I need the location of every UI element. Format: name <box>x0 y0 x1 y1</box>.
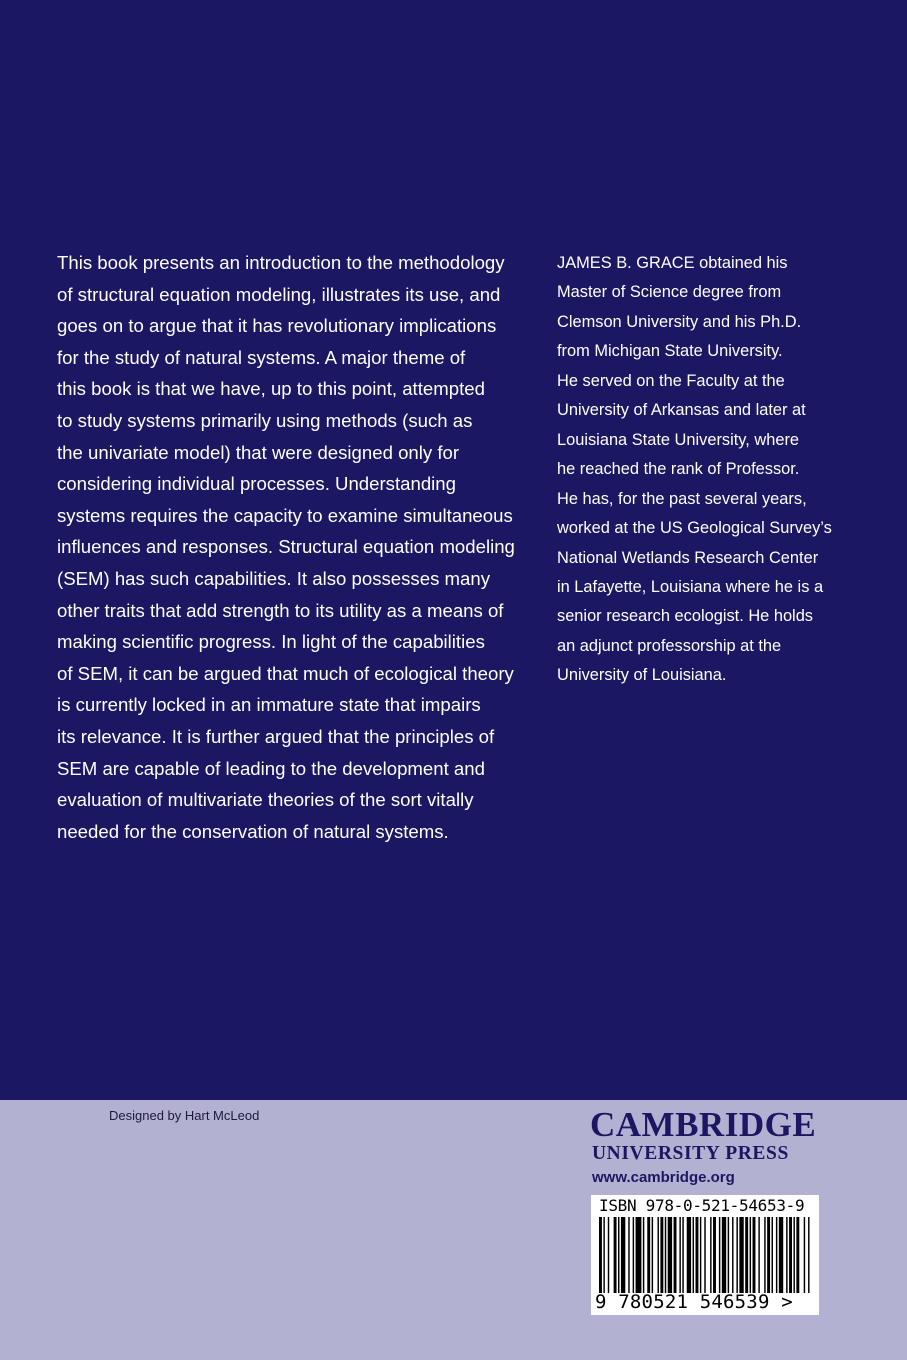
barcode-bar <box>722 1217 726 1293</box>
bio-line: Louisiana State University, where <box>557 430 800 449</box>
barcode-bar <box>739 1217 743 1293</box>
barcode-bar <box>772 1217 773 1293</box>
barcode-bar <box>779 1217 783 1293</box>
publisher-url: www.cambridge.org <box>592 1169 735 1186</box>
isbn-label: ISBN 978-0-521-54653-9 <box>599 1196 805 1215</box>
designer-credit: Designed by Hart McLeod <box>109 1108 260 1123</box>
description-line: is currently locked in an immature state that impairs <box>57 694 481 716</box>
barcode-bar <box>796 1217 799 1293</box>
barcode-bar <box>603 1217 604 1293</box>
author-bio <box>557 249 857 691</box>
publisher-logo <box>590 1106 820 1188</box>
barcode-bar <box>758 1217 759 1293</box>
barcode-bar <box>660 1217 663 1293</box>
barcode-bar <box>668 1217 672 1293</box>
barcode-bar <box>674 1217 677 1293</box>
barcode-icon <box>599 1217 811 1293</box>
description-line: considering individual processes. Understanding <box>57 473 456 495</box>
barcode-bar <box>628 1217 629 1293</box>
bio-line: an adjunct professorship at the <box>557 636 782 655</box>
barcode-bar <box>710 1217 711 1293</box>
barcode-bar <box>614 1217 617 1293</box>
description-line: This book presents an introduction to the methodology <box>57 252 505 273</box>
description-line: other traits that add strength to its utility as a means of <box>57 599 504 621</box>
barcode-bar <box>808 1217 809 1293</box>
barcode-bar <box>687 1217 691 1293</box>
barcode-bar <box>636 1217 642 1293</box>
bio-line: University of Arkansas and later at <box>557 401 806 420</box>
barcode-bar <box>665 1217 666 1293</box>
barcode-bar <box>679 1217 680 1293</box>
barcode-bar <box>750 1217 751 1293</box>
bio-line: senior research ecologist. He holds <box>557 607 814 626</box>
description-line: (SEM) has such capabilities. It also possesses many <box>57 567 491 589</box>
barcode-bar <box>728 1217 729 1293</box>
bio-line: he reached the rank of Professor. <box>557 460 800 479</box>
barcode-bar <box>767 1217 770 1293</box>
bio-line: University of Louisiana. <box>557 666 727 685</box>
bio-line: JAMES B. GRACE obtained his <box>557 254 788 272</box>
barcode-bar <box>693 1217 694 1293</box>
barcode-bar <box>776 1217 777 1293</box>
barcode-bar <box>789 1217 792 1293</box>
description-line: this book is that we have, up to this point, attempted <box>57 378 485 400</box>
barcode-bar <box>657 1217 658 1293</box>
barcode-bar <box>643 1217 644 1293</box>
description-line: for the study of natural systems. A major theme of <box>57 346 466 368</box>
barcode-bar <box>599 1217 602 1293</box>
barcode-bar <box>700 1217 701 1293</box>
description-line: SEM are capable of leading to the development and <box>57 757 485 779</box>
isbn-barcode <box>591 1195 819 1315</box>
barcode-bar <box>764 1217 765 1293</box>
description-line: of structural equation modeling, illustrates its use, and <box>57 283 501 305</box>
isbn-digits: 9 780521 546539 > <box>595 1291 793 1313</box>
bio-line: worked at the US Geological Survey’s <box>557 519 832 538</box>
barcode-bar <box>618 1217 619 1293</box>
description-line: evaluation of multivariate theories of the sort vitally <box>57 789 474 811</box>
barcode-bar <box>753 1217 756 1293</box>
barcode-bar <box>736 1217 737 1293</box>
description-line: of SEM, it can be argued that much of ecological theory <box>57 662 514 684</box>
description-line: systems requires the capacity to examine simultaneous <box>57 504 513 526</box>
description-line: influences and responses. Structural equation modeling <box>57 536 515 558</box>
description-line: its relevance. It is further argued that the principles of <box>57 725 495 747</box>
barcode-bar <box>621 1217 625 1293</box>
barcode-bar <box>608 1217 609 1293</box>
description-line: to study systems primarily using methods (such as <box>57 409 473 431</box>
barcode-bar <box>719 1217 720 1293</box>
barcode-bar <box>682 1217 683 1293</box>
bio-line: from Michigan State University. <box>557 342 783 361</box>
bio-line: Master of Science degree from <box>557 283 782 302</box>
barcode-bar <box>633 1217 634 1293</box>
description-line: the univariate model) that were designed only for <box>57 441 460 463</box>
barcode-bar <box>732 1217 733 1293</box>
back-cover-footer <box>0 1100 907 1360</box>
barcode-bar <box>804 1217 805 1293</box>
description-line: goes on to argue that it has revolutionary implications <box>57 315 497 337</box>
barcode-bar <box>745 1217 748 1293</box>
barcode-bar <box>696 1217 699 1293</box>
description-line: needed for the conservation of natural systems. <box>57 820 449 842</box>
barcode-bar <box>793 1217 794 1293</box>
bio-line: Clemson University and his Ph.D. <box>557 312 802 331</box>
book-description <box>57 247 535 847</box>
publisher-name: CAMBRIDGE <box>590 1105 817 1144</box>
barcode-bar <box>652 1217 653 1293</box>
barcode-bar <box>704 1217 705 1293</box>
bio-line: He has, for the past several years, <box>557 489 807 508</box>
barcode-bar <box>713 1217 716 1293</box>
barcode-bar <box>786 1217 787 1293</box>
bio-line: He served on the Faculty at the <box>557 371 785 390</box>
bio-line: in Lafayette, Louisiana where he is a <box>557 577 824 596</box>
description-line: making scientific progress. In light of the capabilities <box>57 631 485 653</box>
bio-line: National Wetlands Research Center <box>557 548 819 567</box>
barcode-bar <box>647 1217 650 1293</box>
publisher-subtitle: UNIVERSITY PRESS <box>592 1143 789 1164</box>
